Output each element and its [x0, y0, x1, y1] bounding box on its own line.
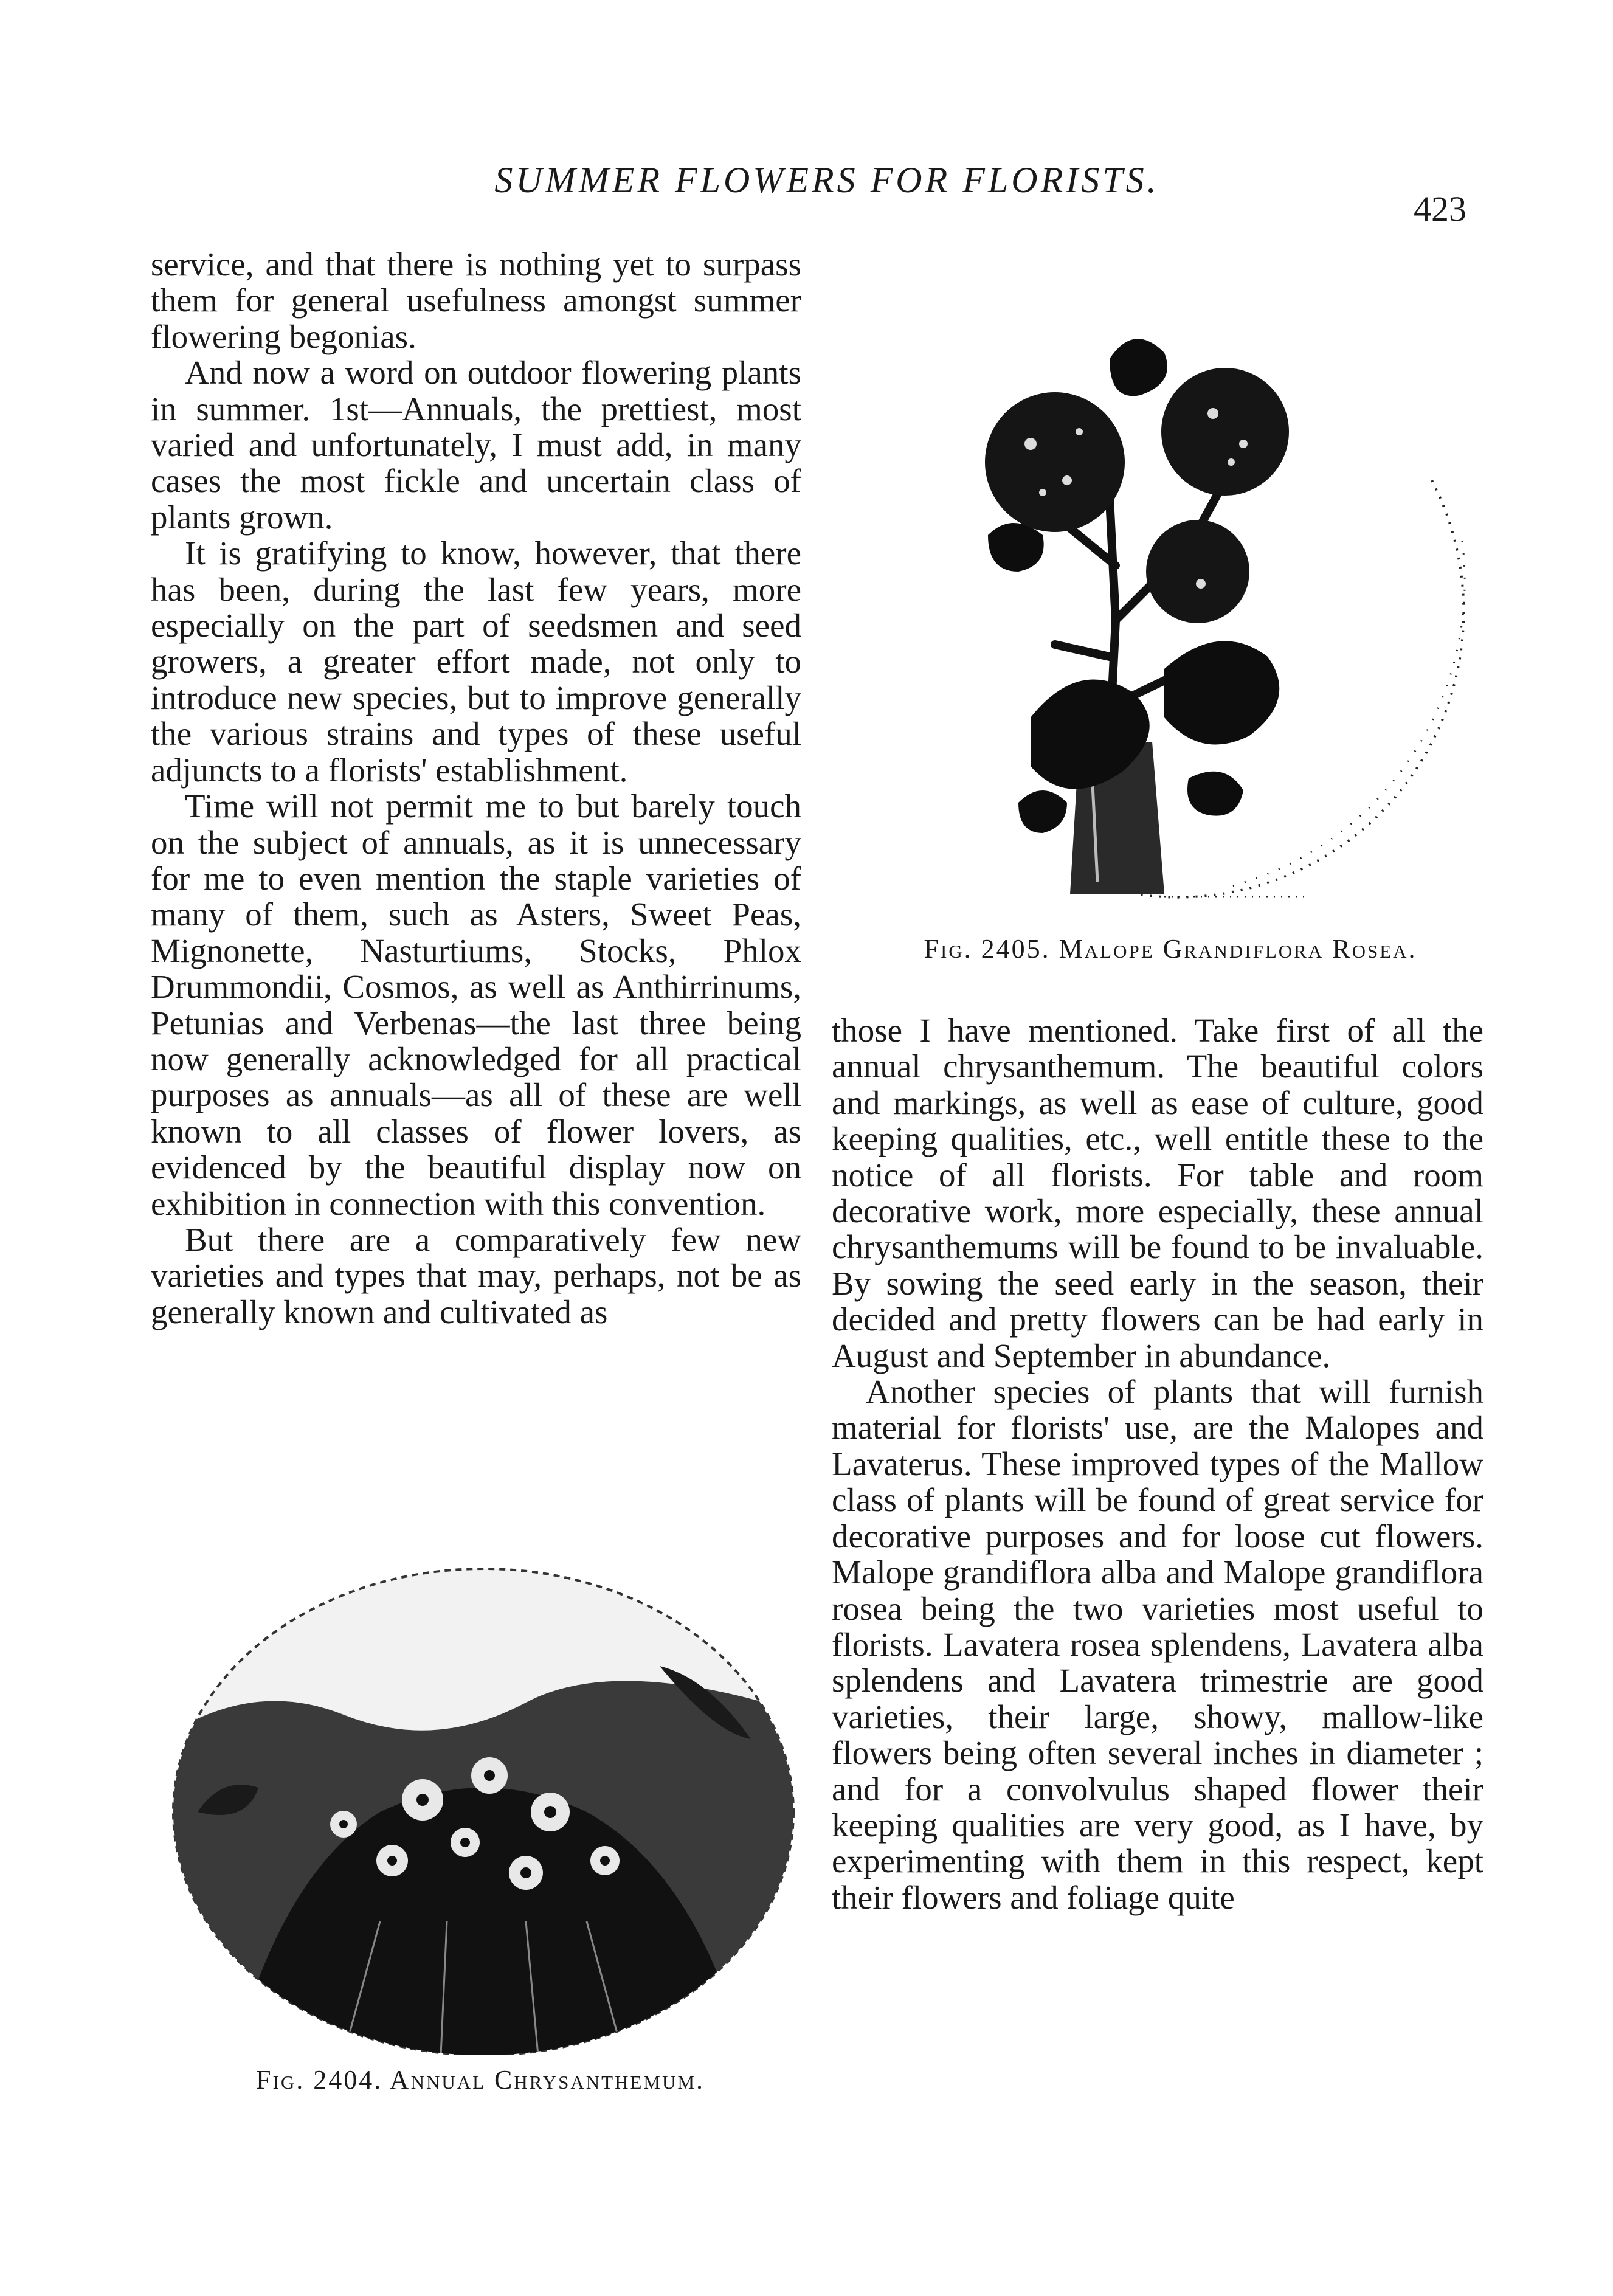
- paragraph: Time will not permit me to but barely touch on the subject of annuals, as it is unnecessary for me to even mention the staple varieties of many of them, such as Asters, Sweet Peas, Mignonette, Nasturtiums, Stocks, Phlox Drummondii, Cosmos, as well as Anthirrinums, Petunias and Verbenas—the last three being now generally acknowledged for all practical purposes as annuals—as all of these are well known to all classes of flower lovers, as evidenced by the beautiful display now on exhibition in connection with this convention.: [151, 787, 801, 1222]
- malope-illustration: [848, 280, 1505, 924]
- paragraph: those I have mentioned. Take first of all the annual chrysanthemum. The beautiful colors and markings, as well as ease of culture, good keeping qualities, etc., well entitle these to the notice of all florists. For table and room decorative work, more especially, these annual chrysanthemums will be found to be invaluable. By sowing the seed early in the season, their decided and pretty flowers can be had early in August and September in abundance.: [832, 1012, 1483, 1374]
- paragraph: service, and that there is nothing yet to surpass them for general usefulness amongst summer flowering begonias.: [151, 246, 801, 355]
- paragraph: And now a word on outdoor flowering plants in summer. 1st—Annuals, the prettiest, most varied and unfortunately, I must add, in many cases the most fickle and uncertain class of plants grown.: [151, 354, 801, 536]
- left-text-column: [151, 246, 801, 1330]
- paragraph: It is gratifying to know, however, that there has been, during the last few years, more especially on the part of seedsmen and seed growers, a greater effort made, not only to introduce new species, but to improve generally the various strains and types of these useful adjuncts to a florists' establishment.: [151, 534, 801, 789]
- paragraph: Another species of plants that will furnish material for florists' use, are the Malopes and Lavaterus. These improved types of the Mallow class of plants will be found of great service for decorative purposes and for loose cut flowers. Malope grandiflora alba and Malope grandiflora rosea being the two varieties most useful to florists. Lavatera rosea splendens, Lavatera alba splendens and Lavatera trimestrie are good varieties, their large, showy, mallow-like flowers being often several inches in diameter ; and for a convolvulus shaped flower their keeping qualities are very good, as I have, by experimenting with them in this respect, kept their flowers and foliage quite: [832, 1373, 1483, 1916]
- right-text-column: [832, 1012, 1483, 1915]
- figure-caption: Fig. 2405. Malope Grandiflora Rosea.: [924, 934, 1417, 964]
- figure-caption: Fig. 2404. Annual Chrysanthemum.: [256, 2065, 705, 2095]
- chrysanthemum-illustration: [161, 1557, 806, 2055]
- paragraph: But there are a comparatively few new varieties and types that may, perhaps, not be as generally known and cultivated as: [151, 1220, 801, 1330]
- running-title: SUMMER FLOWERS FOR FLORISTS.: [494, 160, 1159, 200]
- page-number: 423: [1414, 189, 1466, 229]
